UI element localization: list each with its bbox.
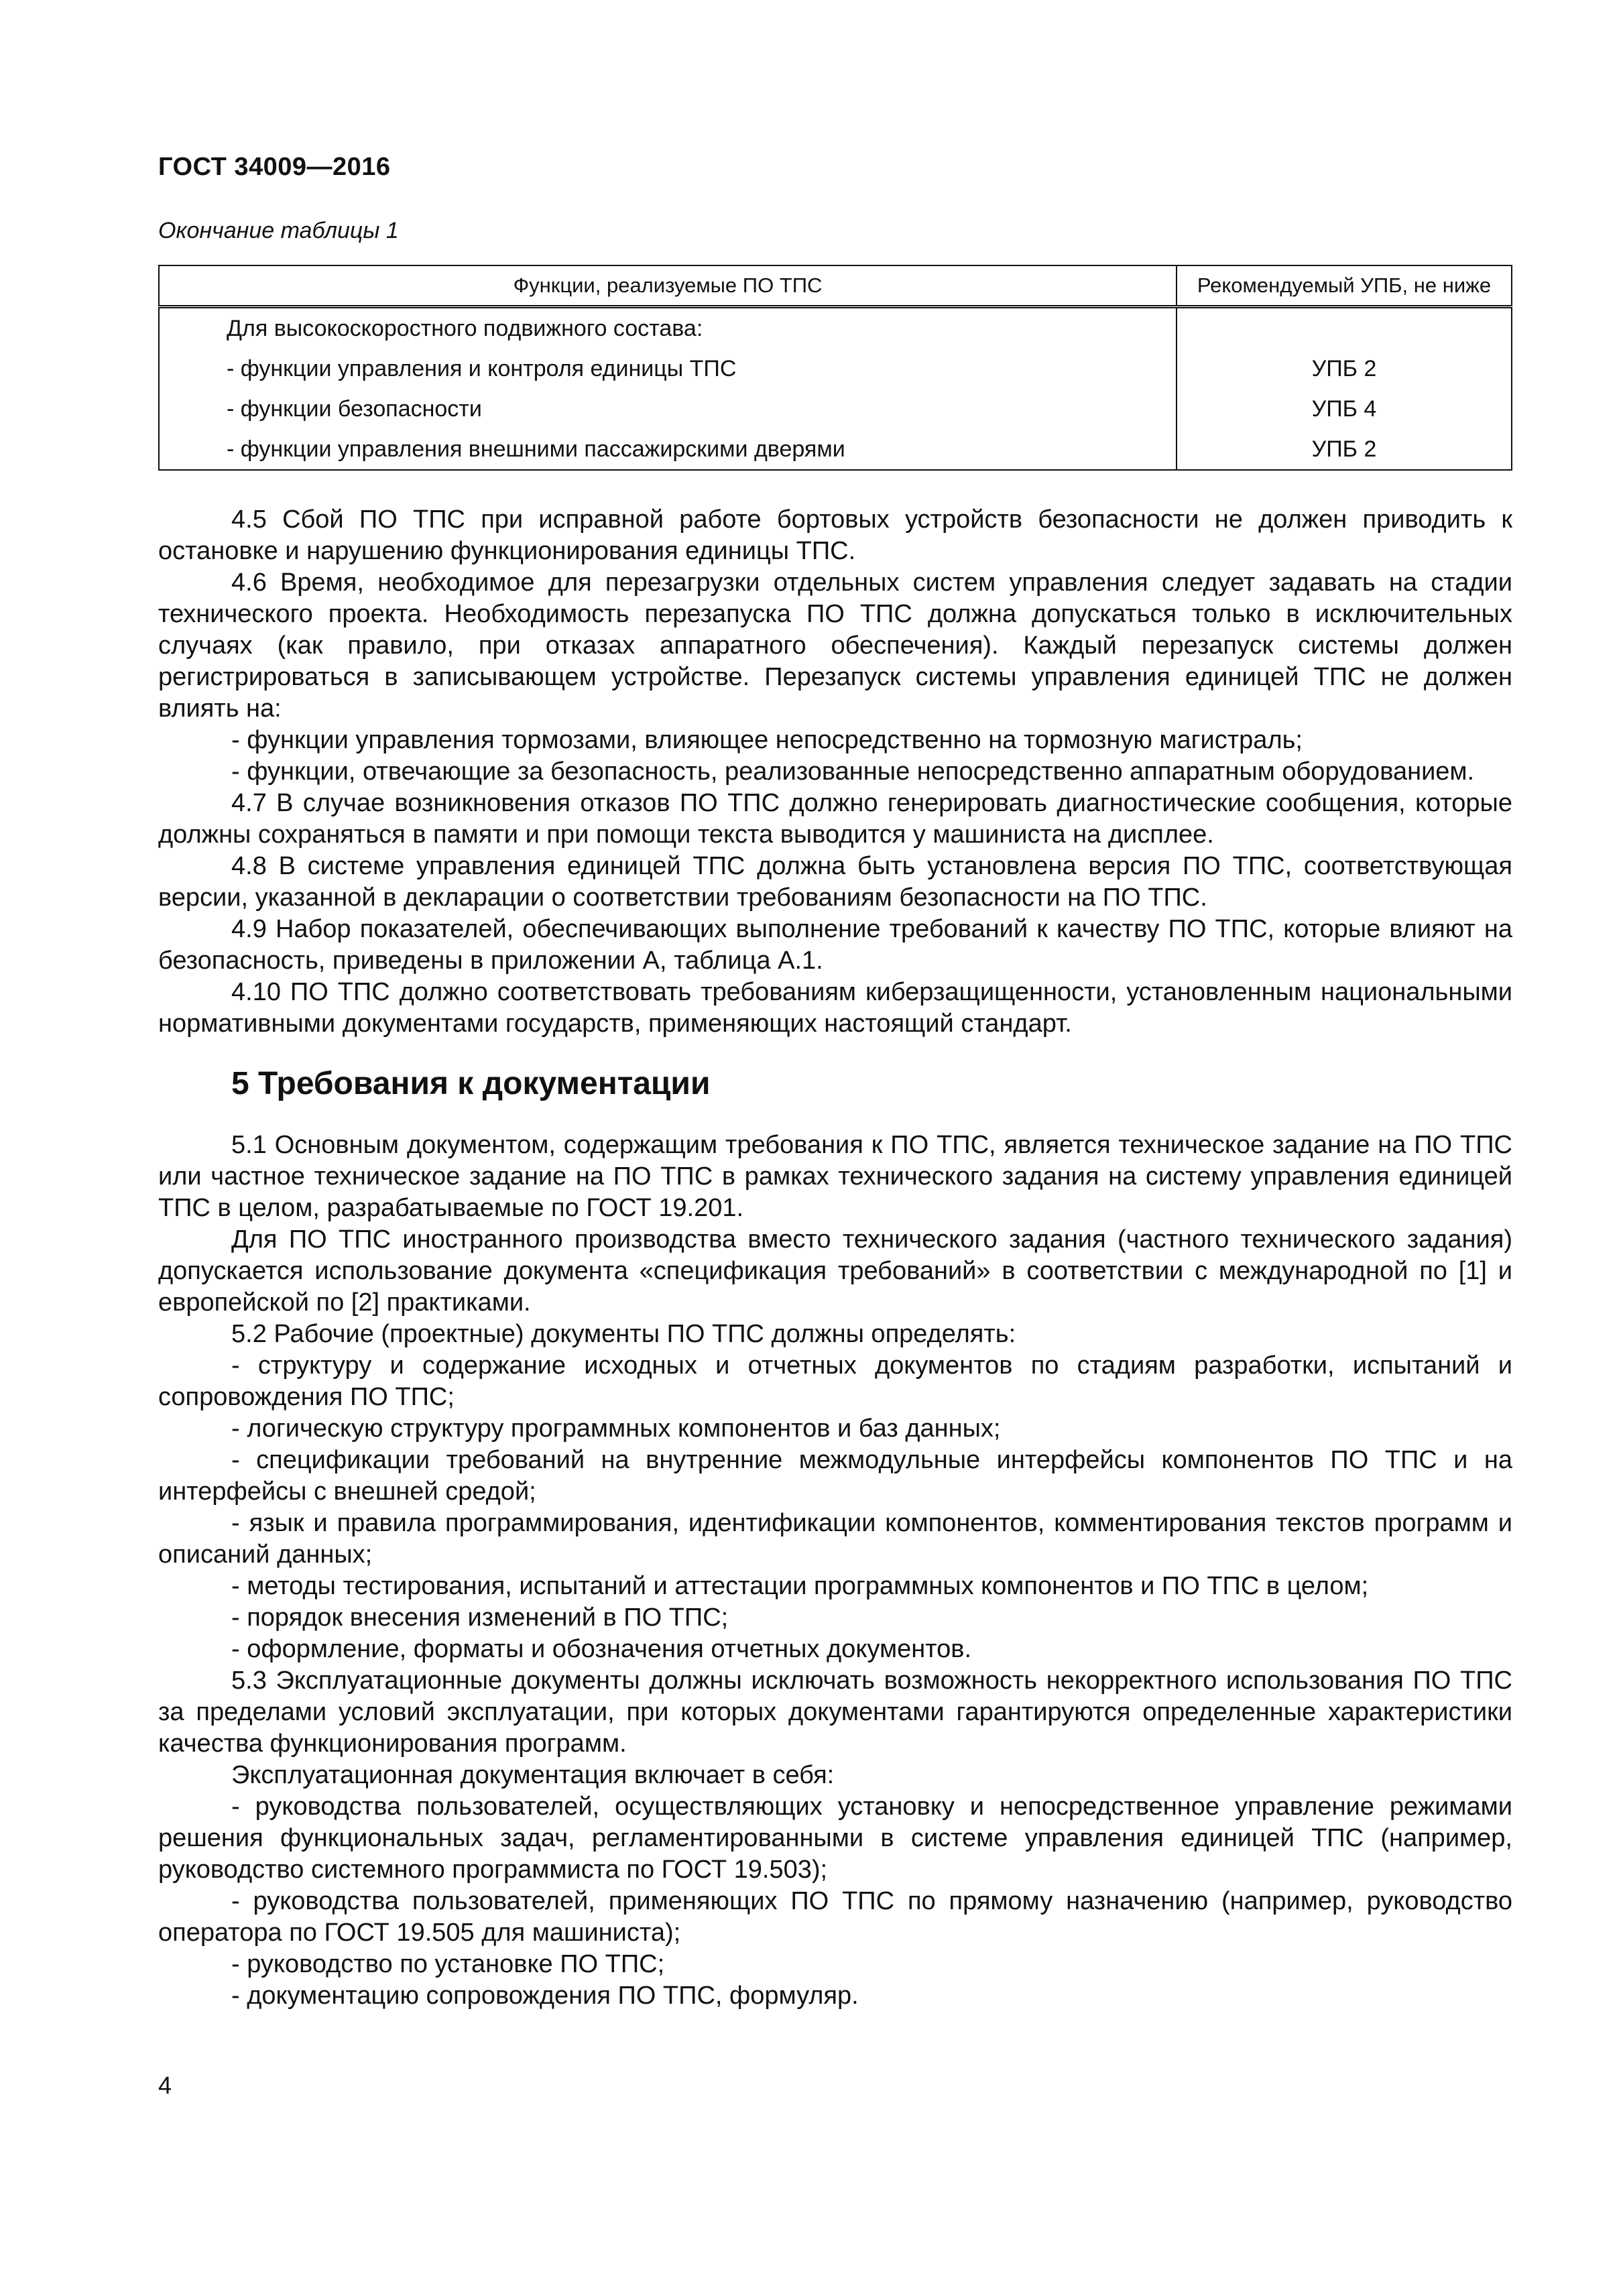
list-item: - руководства пользователей, осуществляющих установку и непосредственное управление режимами решения функциональных задач, регламентированными в системе управления единицей ТПС (например, руководство системного программиста по ГОСТ 19.503); [158,1793,1512,1884]
list-item: - язык и правила программирования, идентификации компонентов, комментирования текстов программ и описаний данных; [158,1509,1512,1569]
table-cell-function: - функции управления и контроля единицы ТПС [159,349,1177,389]
table-row [159,307,1512,349]
table-cell-function: - функции безопасности [159,389,1177,429]
table-cell-level: УПБ 4 [1177,389,1512,429]
document-body [158,504,1512,2012]
table-row [159,389,1512,429]
paragraph-4-6: 4.6 Время, необходимое для перезагрузки отдельных систем управления следует задавать на стадии технического проекта. Необходимость перезапуска ПО ТПС должна допускаться только в исключительных случаях (как правило, при отказах аппаратного обеспечения). Каждый перезапуск системы должен регистрироваться в записывающем устройстве. Перезапуск системы управления единицей ТПС не должен влиять на: [158,568,1512,723]
table-cell-function: - функции управления внешними пассажирскими дверями [159,429,1177,470]
table-row [159,349,1512,389]
list-item: - спецификации требований на внутренние межмодульные интерфейсы компонентов ПО ТПС и на интерфейсы с внешней средой; [158,1446,1512,1506]
table-cell-level: УПБ 2 [1177,429,1512,470]
paragraph-5-2: 5.2 Рабочие (проектные) документы ПО ТПС должны определять: [231,1320,1016,1348]
table-header-row [159,265,1512,307]
table-cell-level [1177,307,1512,349]
list-item: - методы тестирования, испытаний и аттестации программных компонентов и ПО ТПС в целом; [231,1572,1369,1600]
table-caption: Окончание таблицы 1 [158,218,399,243]
paragraph-4-8: 4.8 В системе управления единицей ТПС должна быть установлена версия ПО ТПС, соответствующая версии, указанной в декларации о соответствии требованиям безопасности на ПО ТПС. [158,852,1512,912]
paragraph-5-1: 5.1 Основным документом, содержащим требования к ПО ТПС, является техническое задание на ПО ТПС или частное техническое задание на ПО ТПС в рамках технического задания на систему управления единицей ТПС в целом, разрабатываемые по ГОСТ 19.201. [158,1131,1512,1222]
list-item: - руководство по установке ПО ТПС; [231,1950,665,1978]
list-item: - оформление, форматы и обозначения отчетных документов. [231,1635,972,1663]
page-number: 4 [158,2071,172,2099]
table-cell-function: Для высокоскоростного подвижного состава: [159,307,1177,349]
standard-designation: ГОСТ 34009—2016 [158,153,391,181]
table-cell-level: УПБ 2 [1177,349,1512,389]
list-item: - функции управления тормозами, влияющее непосредственно на тормозную магистраль; [231,726,1303,754]
table-row [159,429,1512,470]
list-item: - документацию сопровождения ПО ТПС, формуляр. [231,1982,859,2010]
column-header-level: Рекомендуемый УПБ, не ниже [1177,265,1512,307]
list-item: - порядок внесения изменений в ПО ТПС; [231,1604,729,1632]
paragraph: Эксплуатационная документация включает в себя: [231,1761,835,1789]
paragraph-5-3: 5.3 Эксплуатационные документы должны исключать возможность некорректного использования ПО ТПС за пределами условий эксплуатации, при которых документами гарантируются определенные характеристики качества функционирования программ. [158,1667,1512,1758]
list-item: - логическую структуру программных компонентов и баз данных; [231,1414,1001,1443]
paragraph: Для ПО ТПС иностранного производства вместо технического задания (частного технического задания) допускается использование документа «спецификация требований» в соответствии с международной по [1] и европейской по [2] практиками. [158,1225,1512,1317]
list-item: - функции, отвечающие за безопасность, реализованные непосредственно аппаратным оборудованием. [231,758,1475,786]
paragraph-4-10: 4.10 ПО ТПС должно соответствовать требованиям киберзащищенности, установленным национальными нормативными документами государств, применяющих настоящий стандарт. [158,978,1512,1038]
paragraph-4-5: 4.5 Сбой ПО ТПС при исправной работе бортовых устройств безопасности не должен приводить к остановке и нарушению функционирования единицы ТПС. [158,505,1512,565]
paragraph-4-7: 4.7 В случае возникновения отказов ПО ТПС должно генерировать диагностические сообщения, которые должны сохраняться в памяти и при помощи текста выводится у машиниста на дисплее. [158,789,1512,849]
requirements-table [158,265,1512,471]
column-header-functions: Функции, реализуемые ПО ТПС [159,265,1177,307]
list-item: - структуру и содержание исходных и отчетных документов по стадиям разработки, испытаний и сопровождения ПО ТПС; [158,1351,1512,1411]
section-5-heading: 5 Требования к документации [231,1066,711,1101]
paragraph-4-9: 4.9 Набор показателей, обеспечивающих выполнение требований к качеству ПО ТПС, которые влияют на безопасность, приведены в приложении А, таблица А.1. [158,915,1512,975]
list-item: - руководства пользователей, применяющих ПО ТПС по прямому назначению (например, руководство оператора по ГОСТ 19.505 для машиниста); [158,1887,1512,1947]
